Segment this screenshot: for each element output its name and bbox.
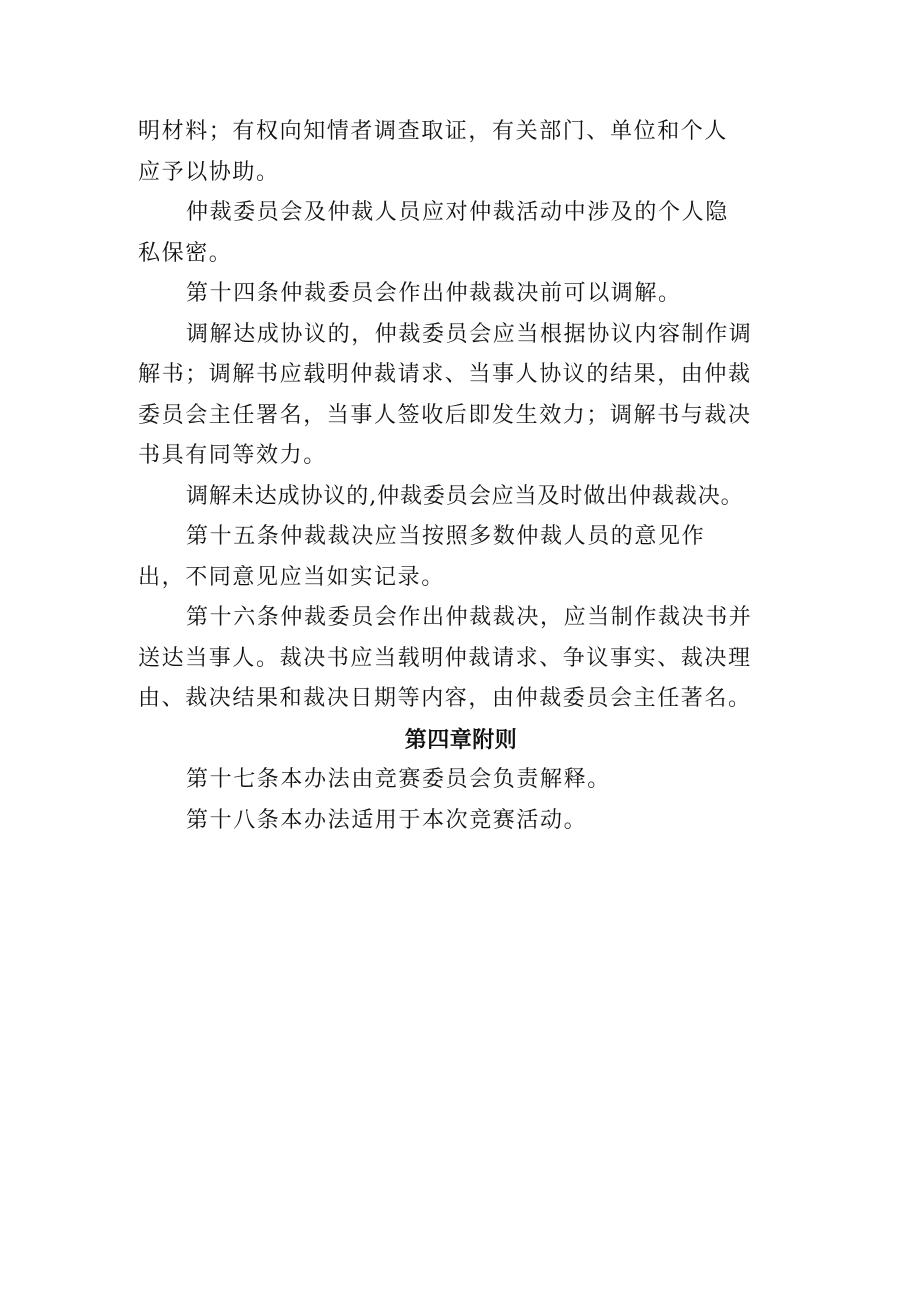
- article-17-line: 第十七条本办法由竞赛委员会负责解释。: [186, 767, 611, 792]
- paragraph-line: 仲裁委员会及仲裁人员应对仲裁活动中涉及的个人隐: [186, 200, 729, 225]
- paragraph-line: 出，不同意见应当如实记录。: [138, 564, 445, 590]
- paragraph-line: 调解达成协议的，仲裁委员会应当根据协议内容制作调: [186, 321, 753, 347]
- document-body: [138, 112, 784, 841]
- paragraph-line: 由、裁决结果和裁决日期等内容，由仲裁委员会主任著名。: [138, 686, 752, 711]
- paragraph-line: 送达当事人。裁决书应当载明仲裁请求、争议事实、裁决理: [138, 645, 752, 671]
- article-18-line: 第十八条本办法适用于本次竞赛活动。: [186, 807, 588, 833]
- paragraph-line: 调解未达成协议的,仲裁委员会应当及时做出仲裁裁决。: [186, 483, 744, 509]
- article-14-line: 第十四条仲裁委员会作出仲裁裁决前可以调解。: [186, 281, 682, 306]
- paragraph-line: 解书；调解书应载明仲裁请求、当事人协议的结果，由仲裁: [138, 362, 752, 387]
- paragraph-line: 明材料；有权向知情者调查取证，有关部门、单位和个人: [138, 119, 729, 144]
- paragraph-line: 书具有同等效力。: [138, 443, 327, 468]
- article-15-line: 第十五条仲裁裁决应当按照多数仲裁人员的意见作: [186, 524, 706, 549]
- article-16-line: 第十六条仲裁委员会作出仲裁裁决，应当制作裁决书并: [186, 605, 753, 630]
- paragraph-line: 应予以协助。: [138, 159, 280, 185]
- paragraph-line: 委员会主任署名，当事人签收后即发生效力；调解书与裁决: [138, 402, 752, 428]
- chapter-heading: 第四章附则: [404, 726, 518, 753]
- paragraph-line: 私保密。: [138, 240, 233, 266]
